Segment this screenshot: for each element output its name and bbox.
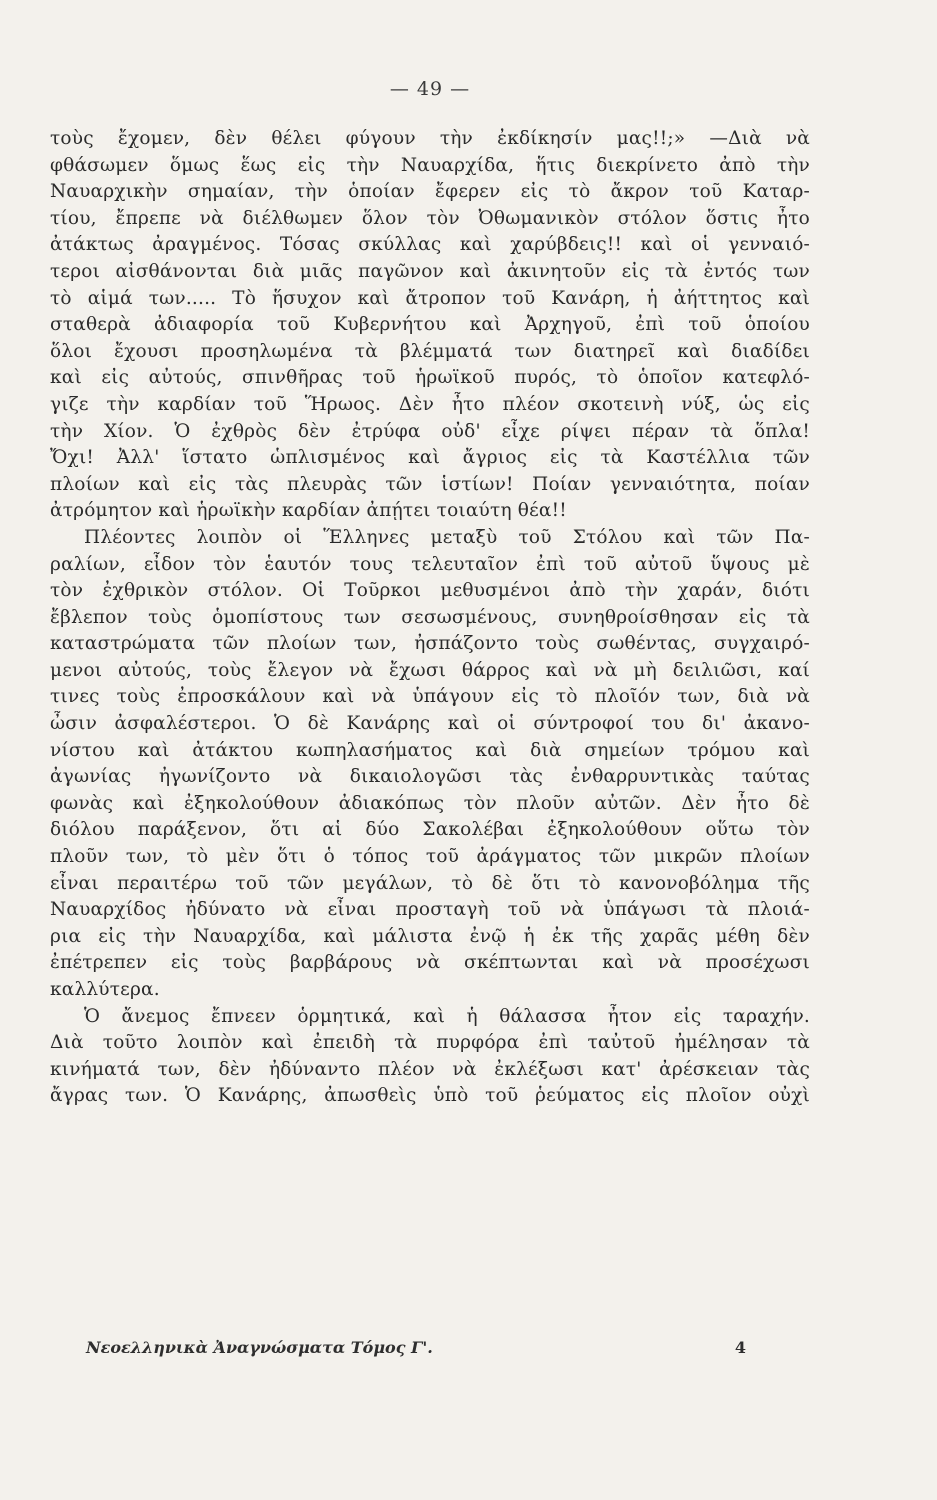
text-line: σταθερὰ ἀδιαφορία τοῦ Κυβερνήτου καὶ Ἀρχηγοῦ, ἐπὶ τοῦ ὁποίου <box>50 314 810 336</box>
text-line: τὸν ἐχθρικὸν στόλον. Οἱ Τοῦρκοι μεθυσμένοι ἀπὸ τὴν χαράν, διότι <box>50 580 810 602</box>
text-line: μενοι αὐτούς, τοὺς ἔλεγον νὰ ἔχωσι θάρρος καὶ νὰ μὴ δειλιῶσι, καί <box>50 659 810 681</box>
text-line: καὶ εἰς αὐτούς, σπινθῆρας τοῦ ἡρωϊκοῦ πυρός, τὸ ὁποῖον κατεφλό- <box>50 367 810 389</box>
text-line: φωνὰς καὶ ἐξηκολούθουν ἀδιακόπως τὸν πλοῦν αὐτῶν. Δὲν ἦτο δὲ <box>50 792 810 814</box>
text-line: ἄγρας των. Ὁ Κανάρης, ἀπωσθεὶς ὑπὸ τοῦ ῥεύματος εἰς πλοῖον οὐχὶ <box>50 1085 810 1107</box>
text-line: πλοῦν των, τὸ μὲν ὅτι ὁ τόπος τοῦ ἀράγματος τῶν μικρῶν πλοίων <box>50 846 810 868</box>
text-line: τοὺς ἔχομεν, δὲν θέλει φύγουν τὴν ἐκδίκησίν μας!!;» —Διὰ νὰ <box>50 128 810 149</box>
text-line: ρια εἰς τὴν Ναυαρχίδα, καὶ μάλιστα ἐνῷ ἡ ἐκ τῆς χαρᾶς μέθη δὲν <box>50 925 810 947</box>
paragraph-start-line: Ὁ ἄνεμος ἔπνεεν ὁρμητικά, καὶ ἡ θάλασσα ἦτον εἰς ταραχήν. <box>84 1005 810 1027</box>
text-line: Ναυαρχικὴν σημαίαν, τὴν ὁποίαν ἔφερεν εἰς τὸ ἄκρον τοῦ Καταρ- <box>50 181 810 203</box>
text-line: Διὰ τοῦτο λοιπὸν καὶ ἐπειδὴ τὰ πυρφόρα ἐπὶ ταὐτοῦ ἠμέλησαν τὰ <box>50 1032 810 1054</box>
text-line: πλοίων καὶ εἰς τὰς πλευρὰς τῶν ἱστίων! Ποίαν γενναιότητα, ποίαν <box>50 473 810 495</box>
text-line: ἀτάκτως ἀραγμένος. Τόσας σκύλλας καὶ χαρύβδεις!! καὶ οἱ γενναιό- <box>50 234 810 256</box>
text-line: καλλύτερα. <box>50 979 160 1000</box>
text-line: νίστου καὶ ἀτάκτου κωπηλασήματος καὶ διὰ σημείων τρόμου καὶ <box>50 739 810 761</box>
text-line: ὅλοι ἔχουσι προσηλωμένα τὰ βλέμματά των διατηρεῖ καὶ διαδίδει <box>50 340 810 362</box>
text-line: τὴν Χίον. Ὁ ἐχθρὸς δὲν ἐτρύφα οὐδ' εἶχε ρίψει πέραν τὰ ὅπλα! <box>50 420 810 442</box>
text-line: ἐπέτρεπεν εἰς τοὺς βαρβάρους νὰ σκέπτωνται καὶ νὰ προσέχωσι <box>50 952 810 974</box>
text-line: τίου, ἔπρεπε νὰ διέλθωμεν ὅλον τὸν Ὀθωμανικὸν στόλον ὅστις ἦτο <box>50 207 810 229</box>
text-line: κινήματά των, δὲν ἠδύναντο πλέον νὰ ἐκλέξωσι κατ' ἀρέσκειαν τὰς <box>50 1058 810 1080</box>
text-line: ἀγωνίας ἠγωνίζοντο νὰ δικαιολογῶσι τὰς ἐνθαρρυντικὰς ταύτας <box>50 766 810 788</box>
page-number: — 49 — <box>389 78 471 100</box>
text-line: καταστρώματα τῶν πλοίων των, ἠσπάζοντο τοὺς σωθέντας, συγχαιρό- <box>50 633 810 655</box>
text-line: ὦσιν ἀσφαλέστεροι. Ὁ δὲ Κανάρης καὶ οἱ σύντροφοί του δι' ἀκανο- <box>50 713 810 735</box>
text-line: τεροι αἰσθάνονται διὰ μιᾶς παγῶνον καὶ ἀκινητοῦν εἰς τὰ ἐντός των <box>50 260 810 282</box>
signature-mark: 4 <box>734 1338 746 1357</box>
text-line: Ναυαρχίδος ἠδύνατο νὰ εἶναι προσταγὴ τοῦ νὰ ὑπάγωσι τὰ πλοιά- <box>50 899 810 921</box>
body-text <box>50 126 810 1110</box>
text-line: τὸ αἱμά των..... Τὸ ἥσυχον καὶ ἄτροπον τοῦ Κανάρη, ἡ ἀήττητος καὶ <box>50 287 810 309</box>
text-line: εἶναι περαιτέρω τοῦ τῶν μεγάλων, τὸ δὲ ὅτι τὸ κανονοβόλημα τῆς <box>50 872 810 894</box>
text-line: φθάσωμεν ὅμως ἕως εἰς τὴν Ναυαρχίδα, ἥτις διεκρίνετο ἀπὸ τὴν <box>50 154 810 176</box>
text-line: Ὄχι! Ἀλλ' ἵστατο ὡπλισμένος καὶ ἄγριος εἰς τὰ Καστέλλια τῶν <box>50 447 810 469</box>
text-line: ραλίων, εἶδον τὸν ἑαυτόν τους τελευταῖον ἐπὶ τοῦ αὐτοῦ ὕψους μὲ <box>50 553 810 575</box>
text-line: διόλου παράξενον, ὅτι αἱ δύο Σακολέβαι ἐξηκολούθουν οὕτω τὸν <box>50 819 810 841</box>
text-line: ἔβλεπον τοὺς ὁμοπίστους των σεσωσμένους, συνηθροίσθησαν εἰς τὰ <box>50 606 810 628</box>
page-footer <box>86 1338 746 1362</box>
text-line: γιζε τὴν καρδίαν τοῦ Ἥρωος. Δὲν ἦτο πλέον σκοτεινὴ νύξ, ὡς εἰς <box>50 393 810 415</box>
book-title-footer: Νεοελληνικὰ Ἀναγνώσματα Τόμος Γ'. <box>86 1338 433 1357</box>
text-line: ἀτρόμητον καὶ ἡρωϊκὴν καρδίαν ἀπῄτει τοιαύτη θέα!! <box>50 500 567 522</box>
paragraph-start-line: Πλέοντες λοιπὸν οἱ Ἕλληνες μεταξὺ τοῦ Στόλου καὶ τῶν Πα- <box>84 526 810 548</box>
text-line: τινες τοὺς ἐπροσκάλουν καὶ νὰ ὑπάγουν εἰς τὸ πλοῖόν των, διὰ νὰ <box>50 686 810 708</box>
